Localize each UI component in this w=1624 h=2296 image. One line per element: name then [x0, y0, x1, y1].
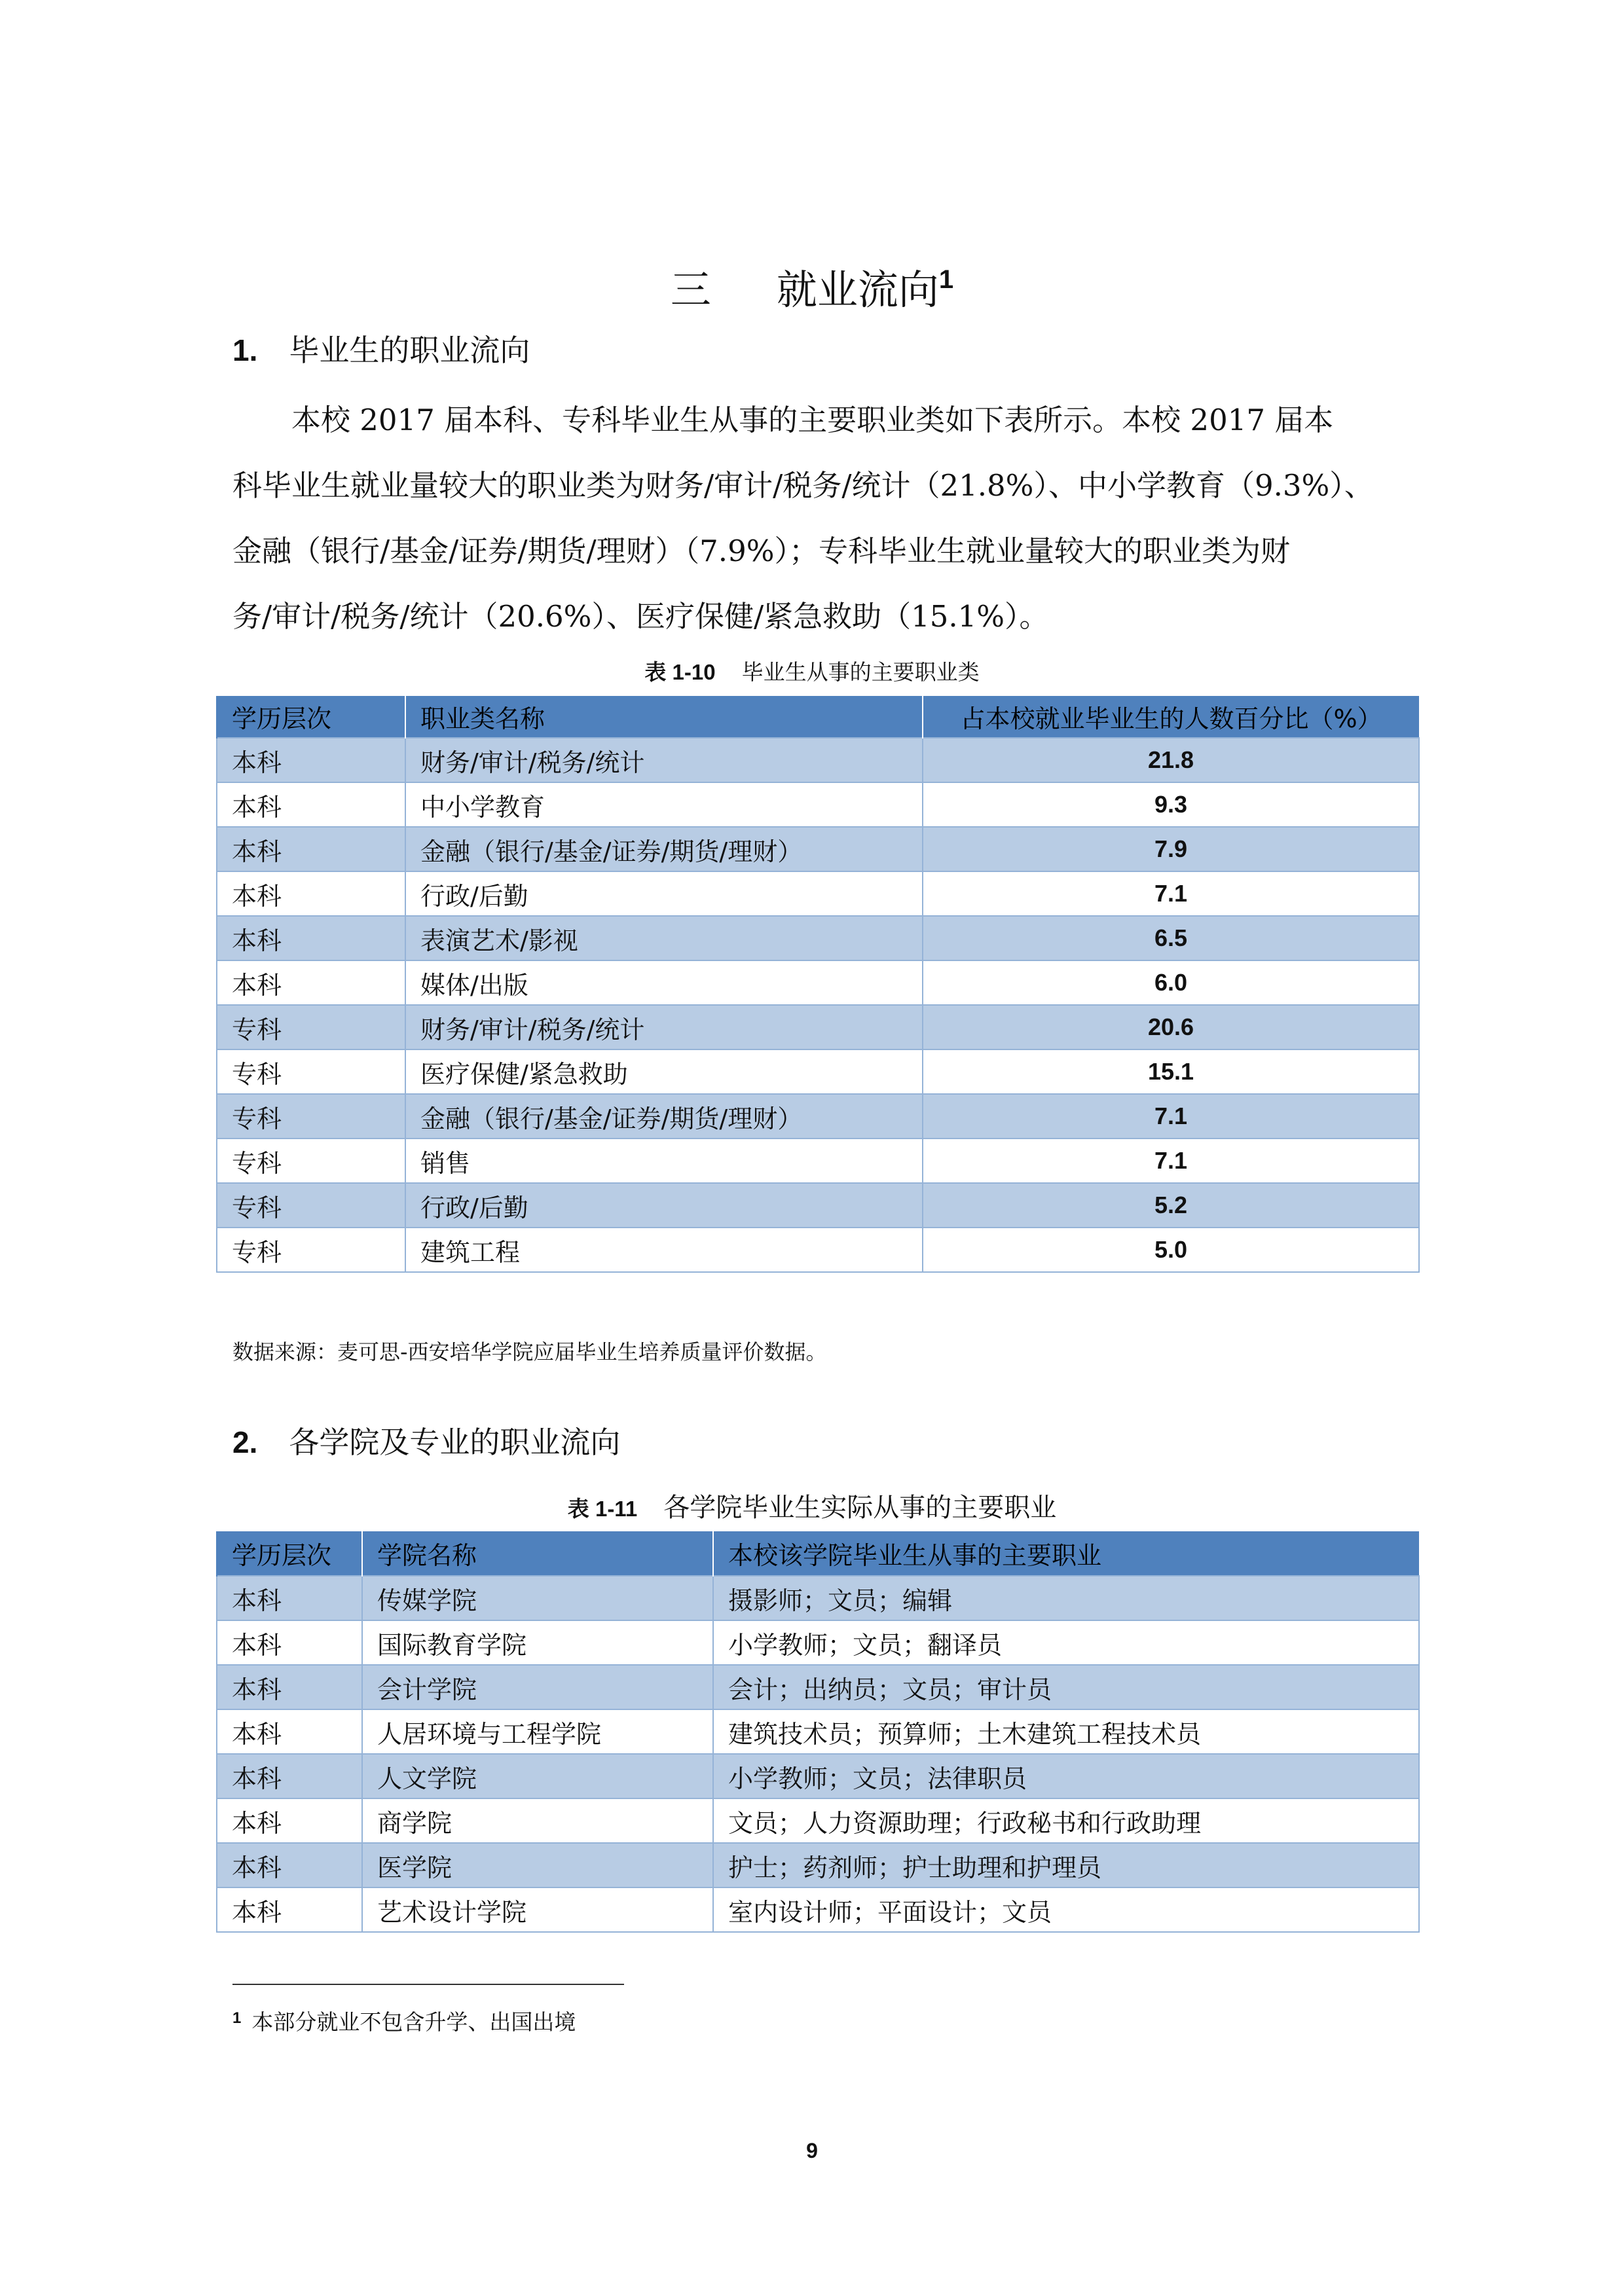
table-cell: 医疗保健/紧急救助: [405, 1049, 923, 1094]
table-cell: 财务/审计/税务/统计: [405, 1005, 923, 1049]
table-cell: 7.9: [923, 827, 1419, 871]
table-cell: 中小学教育: [405, 782, 923, 827]
table-cell: 护士；药剂师；护士助理和护理员: [713, 1843, 1419, 1887]
table-header-row: [217, 696, 1419, 738]
table-row: [217, 738, 1419, 782]
table-cell: 媒体/出版: [405, 960, 923, 1005]
table-row: [217, 1139, 1419, 1183]
table-1-caption: [0, 656, 1624, 689]
table-row: [217, 1665, 1419, 1709]
paragraph-line: 科毕业生就业量较大的职业类为财务/审计/税务/统计（21.8%）、中小学教育（9.3%）、: [232, 468, 1374, 503]
table-cell: 本科: [217, 1754, 362, 1798]
column-header: 学历层次: [217, 1531, 362, 1576]
table-cell: 金融（银行/基金/证券/期货/理财）: [405, 827, 923, 871]
table-cell: 金融（银行/基金/证券/期货/理财）: [405, 1094, 923, 1139]
paragraph-line: 务/审计/税务/统计（20.6%）、医疗保健/紧急救助（15.1%）。: [232, 599, 1049, 634]
table-cell: 行政/后勤: [405, 871, 923, 916]
table-row: [217, 1183, 1419, 1228]
table-1-caption-code: 表 1-10: [644, 660, 716, 684]
table-cell: 本科: [217, 827, 405, 871]
table-cell: 国际教育学院: [362, 1620, 713, 1665]
table-row: [217, 1709, 1419, 1754]
footnote-separator: [232, 1984, 624, 1985]
footnote-text: 本部分就业不包含升学、出国出境: [251, 2009, 576, 2035]
table-cell: 表演艺术/影视: [405, 916, 923, 960]
table-cell: 商学院: [362, 1798, 713, 1843]
table-row: [217, 1754, 1419, 1798]
table-cell: 人居环境与工程学院: [362, 1709, 713, 1754]
table-cell: 6.0: [923, 960, 1419, 1005]
table-cell: 本科: [217, 1709, 362, 1754]
table-cell: 本科: [217, 1887, 362, 1932]
table-cell: 会计；出纳员；文员；审计员: [713, 1665, 1419, 1709]
table-row: [217, 1005, 1419, 1049]
paragraph-line: 金融（银行/基金/证券/期货/理财）（7.9%）；专科毕业生就业量较大的职业类为财: [232, 534, 1290, 568]
table-cell: 财务/审计/税务/统计: [405, 738, 923, 782]
table-cell: 本科: [217, 916, 405, 960]
section-2-title: 各学院及专业的职业流向: [289, 1425, 621, 1460]
table-cell: 20.6: [923, 1005, 1419, 1049]
table-cell: 专科: [217, 1005, 405, 1049]
data-source-note: 数据来源：麦可思-西安培华学院应届毕业生培养质量评价数据。: [232, 1339, 827, 1364]
table-cell: 5.2: [923, 1183, 1419, 1228]
table-row: [217, 871, 1419, 916]
column-header: 学院名称: [362, 1531, 713, 1576]
table-cell: 本科: [217, 871, 405, 916]
table-cell: 建筑工程: [405, 1228, 923, 1272]
table-cell: 本科: [217, 1798, 362, 1843]
table-cell: 建筑技术员；预算师；土木建筑工程技术员: [713, 1709, 1419, 1754]
page-number: 9: [806, 2139, 818, 2162]
table-row: [217, 1576, 1419, 1620]
table-cell: 本科: [217, 1843, 362, 1887]
table-row: [217, 1887, 1419, 1932]
table-cell: 专科: [217, 1139, 405, 1183]
section-1-number: 1.: [232, 333, 258, 367]
table-cell: 行政/后勤: [405, 1183, 923, 1228]
chapter-title-text: 就业流向: [776, 266, 939, 314]
table-cell: 会计学院: [362, 1665, 713, 1709]
section-1-title: 毕业生的职业流向: [289, 333, 530, 368]
table-cell: 人文学院: [362, 1754, 713, 1798]
table-row: [217, 1049, 1419, 1094]
table-cell: 7.1: [923, 871, 1419, 916]
table-cell: 本科: [217, 1576, 362, 1620]
table-cell: 专科: [217, 1049, 405, 1094]
table-cell: 专科: [217, 1183, 405, 1228]
footnote-marker: 1: [232, 2009, 242, 2027]
section-2-heading: [232, 1419, 620, 1465]
table-row: [217, 782, 1419, 827]
table-cell: 专科: [217, 1228, 405, 1272]
section-1-heading: [232, 327, 530, 373]
table-cell: 传媒学院: [362, 1576, 713, 1620]
column-header: 占本校就业毕业生的人数百分比（%）: [923, 696, 1419, 738]
table-cell: 本科: [217, 782, 405, 827]
section-1-paragraph: [232, 388, 1418, 649]
table-cell: 医学院: [362, 1843, 713, 1887]
table-row: [217, 916, 1419, 960]
table-cell: 7.1: [923, 1139, 1419, 1183]
table-cell: 专科: [217, 1094, 405, 1139]
table-cell: 艺术设计学院: [362, 1887, 713, 1932]
table-2-caption-code: 表 1-11: [567, 1497, 638, 1521]
footnote: [232, 2002, 576, 2039]
table-header-row: [217, 1531, 1419, 1576]
table-row: [217, 1620, 1419, 1665]
table-2-caption: [0, 1491, 1624, 1525]
table-row: [217, 1228, 1419, 1272]
table-2-caption-title: 各学院毕业生实际从事的主要职业: [663, 1493, 1057, 1523]
table-cell: 21.8: [923, 738, 1419, 782]
table-cell: 15.1: [923, 1049, 1419, 1094]
table-cell: 摄影师；文员；编辑: [713, 1576, 1419, 1620]
table-cell: 小学教师；文员；法律职员: [713, 1754, 1419, 1798]
column-header: 职业类名称: [405, 696, 923, 738]
paragraph-line: 本校 2017 届本科、专科毕业生从事的主要职业类如下表所示。本校 2017 届本: [291, 403, 1334, 437]
table-cell: 本科: [217, 738, 405, 782]
table-1-caption-title: 毕业生从事的主要职业类: [741, 659, 980, 685]
table-cell: 销售: [405, 1139, 923, 1183]
table-row: [217, 1798, 1419, 1843]
table-row: [217, 1094, 1419, 1139]
chapter-footnote-ref[interactable]: 1: [938, 265, 954, 294]
table-cell: 室内设计师；平面设计；文员: [713, 1887, 1419, 1932]
table-cell: 9.3: [923, 782, 1419, 827]
table-row: [217, 960, 1419, 1005]
table-row: [217, 827, 1419, 871]
column-header: 学历层次: [217, 696, 405, 738]
table-cell: 本科: [217, 1665, 362, 1709]
table-cell: 文员；人力资源助理；行政秘书和行政助理: [713, 1798, 1419, 1843]
table-cell: 小学教师；文员；翻译员: [713, 1620, 1419, 1665]
college-occupation-table: [216, 1531, 1420, 1933]
table-cell: 本科: [217, 1620, 362, 1665]
occupation-table: [216, 696, 1420, 1273]
table-cell: 本科: [217, 960, 405, 1005]
table-cell: 7.1: [923, 1094, 1419, 1139]
chapter-number: 三: [670, 266, 711, 314]
table-cell: 5.0: [923, 1228, 1419, 1272]
table-cell: 6.5: [923, 916, 1419, 960]
section-2-number: 2.: [232, 1425, 258, 1459]
column-header: 本校该学院毕业生从事的主要职业: [713, 1531, 1419, 1576]
chapter-title: [0, 250, 1624, 319]
table-row: [217, 1843, 1419, 1887]
